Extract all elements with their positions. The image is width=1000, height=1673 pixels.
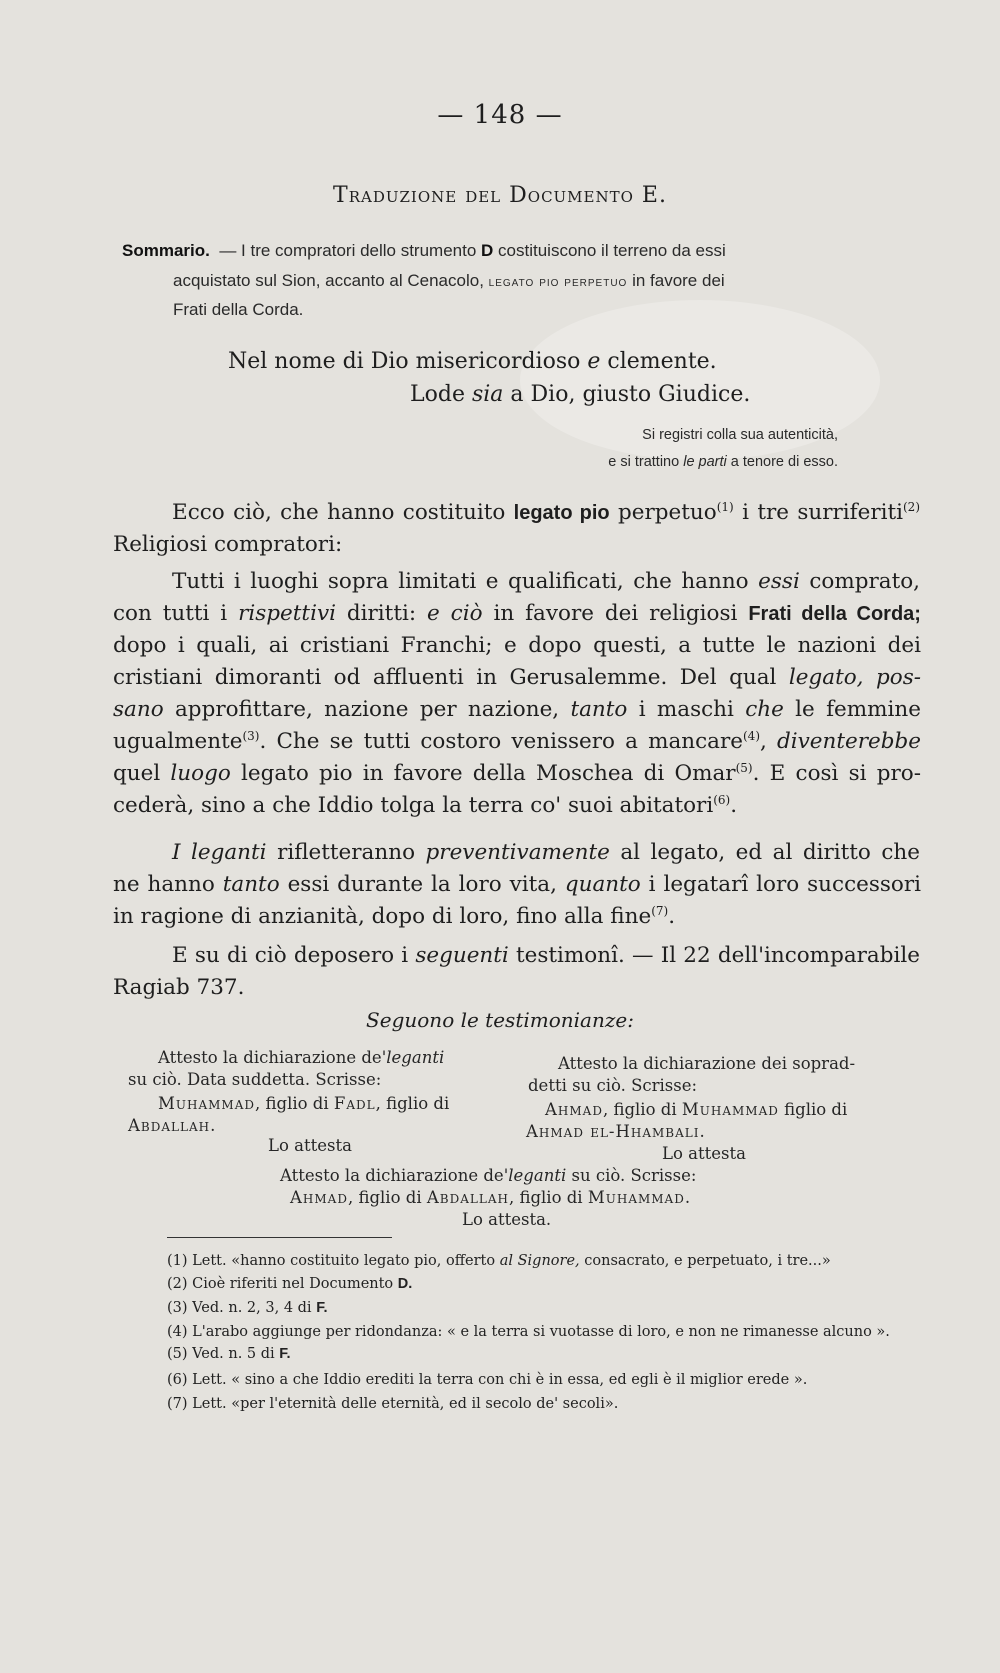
invocation-line-1: Nel nome di Dio misericordioso e clemente.	[228, 349, 717, 374]
body-line: Ragiab 737.	[113, 975, 245, 1000]
body-line: dopo i quali, ai cristiani Franchi; e dopo questi, a tutte le nazioni dei	[113, 633, 921, 658]
summary-line-2: acquistato sul Sion, accanto al Cenacolo, legato pio perpetuo in favore dei	[173, 271, 725, 290]
body-line: E su di ciò deposero i seguenti testimonî. — Il 22 dell'incomparabile	[172, 943, 920, 968]
testimonies-heading: Seguono le testimonianze:	[366, 1008, 634, 1032]
footnote-2: (2) Cioè riferiti nel Documento D.	[167, 1276, 413, 1292]
footnote-1: (1) Lett. «hanno costituito legato pio, offerto al Signore, consacrato, e perpetuato, i tre...»	[167, 1253, 831, 1269]
body-line: Religiosi compratori:	[113, 532, 343, 557]
attestation-center-signature: Lo attesta.	[462, 1210, 552, 1229]
body-line: con tutti i rispettivi diritti: e ciò in favore dei religiosi Frati della Corda;	[113, 601, 921, 626]
body-line: cristiani dimoranti od affluenti in Gerusalemme. Del qual legato, pos-	[113, 665, 921, 690]
footnote-3: (3) Ved. n. 2, 3, 4 di F.	[167, 1300, 328, 1316]
attestation-center: Ahmad, figlio di Abdallah, figlio di Muhammad.	[290, 1188, 692, 1207]
body-line: Tutti i luoghi sopra limitati e qualificati, che hanno essi comprato,	[172, 569, 920, 594]
attestation-left: Muhammad, figlio di Fadl, figlio di	[158, 1094, 450, 1113]
attestation-left: Abdallah.	[128, 1116, 217, 1135]
summary-line-1: Sommario. — I tre compratori dello strumento D costituiscono il terreno da essi	[122, 241, 726, 260]
body-line: quel luogo legato pio in favore della Moschea di Omar$^{(5)}$. E così si pro-	[113, 760, 921, 786]
attestation-left: su ciò. Data suddetta. Scrisse:	[128, 1070, 382, 1089]
attestation-right: Ahmad, figlio di Muhammad figlio di	[545, 1100, 848, 1119]
body-line: sano approfittare, nazione per nazione, tanto i maschi che le femmine	[113, 697, 921, 722]
body-line: cederà, sino a che Iddio tolga la terra co' suoi abitatori$^{(6)}$.	[113, 792, 738, 818]
body-line: ne hanno tanto essi durante la loro vita, quanto i legatarî loro successori	[113, 872, 921, 897]
body-line: in ragione di anzianità, dopo di loro, fino alla fine$^{(7)}$.	[113, 903, 676, 929]
footnote-7: (7) Lett. «per l'eternità delle eternità, ed il secolo de' secoli».	[167, 1396, 619, 1412]
attestation-right: Attesto la dichiarazione dei soprad-	[558, 1054, 856, 1073]
registration-note-line-2: e si trattino le parti a tenore di esso.	[608, 454, 838, 470]
attestation-center: Attesto la dichiarazione de'leganti su ciò. Scrisse:	[280, 1166, 697, 1185]
footnote-divider	[167, 1237, 392, 1238]
footnote-6: (6) Lett. « sino a che Iddio erediti la terra con chi è in essa, ed egli è il miglior erede ».	[167, 1372, 808, 1388]
attestation-right: detti su ciò. Scrisse:	[528, 1076, 698, 1095]
registration-note-line-1: Si registri colla sua autenticità,	[642, 427, 838, 443]
attestation-left: Attesto la dichiarazione de'leganti	[158, 1048, 445, 1067]
attestation-left-signature: Lo attesta	[268, 1136, 352, 1155]
summary-line-3: Frati della Corda.	[173, 300, 304, 319]
body-line: Ecco ciò, che hanno costituito legato pio perpetuo$^{(1)}$ i tre surriferiti$^{(2)}$	[172, 499, 920, 525]
attestation-right: Ahmad el-Hhambali.	[526, 1122, 706, 1141]
page-number: — 148 —	[437, 100, 563, 130]
footnote-5: (5) Ved. n. 5 di F.	[167, 1346, 291, 1362]
footnote-4: (4) L'arabo aggiunge per ridondanza: « e la terra si vuotasse di loro, e non ne rimanesse alcuno ».	[167, 1324, 890, 1340]
invocation-line-2: Lode sia a Dio, giusto Giudice.	[410, 382, 751, 407]
body-line: ugualmente$^{(3)}$. Che se tutti costoro venissero a mancare$^{(4)}$, diventerebbe	[113, 728, 921, 754]
document-title: Traduzione del Documento E.	[333, 183, 667, 208]
body-line: I leganti rifletteranno preventivamente al legato, ed al diritto che	[172, 840, 920, 865]
attestation-right-signature: Lo attesta	[662, 1144, 746, 1163]
